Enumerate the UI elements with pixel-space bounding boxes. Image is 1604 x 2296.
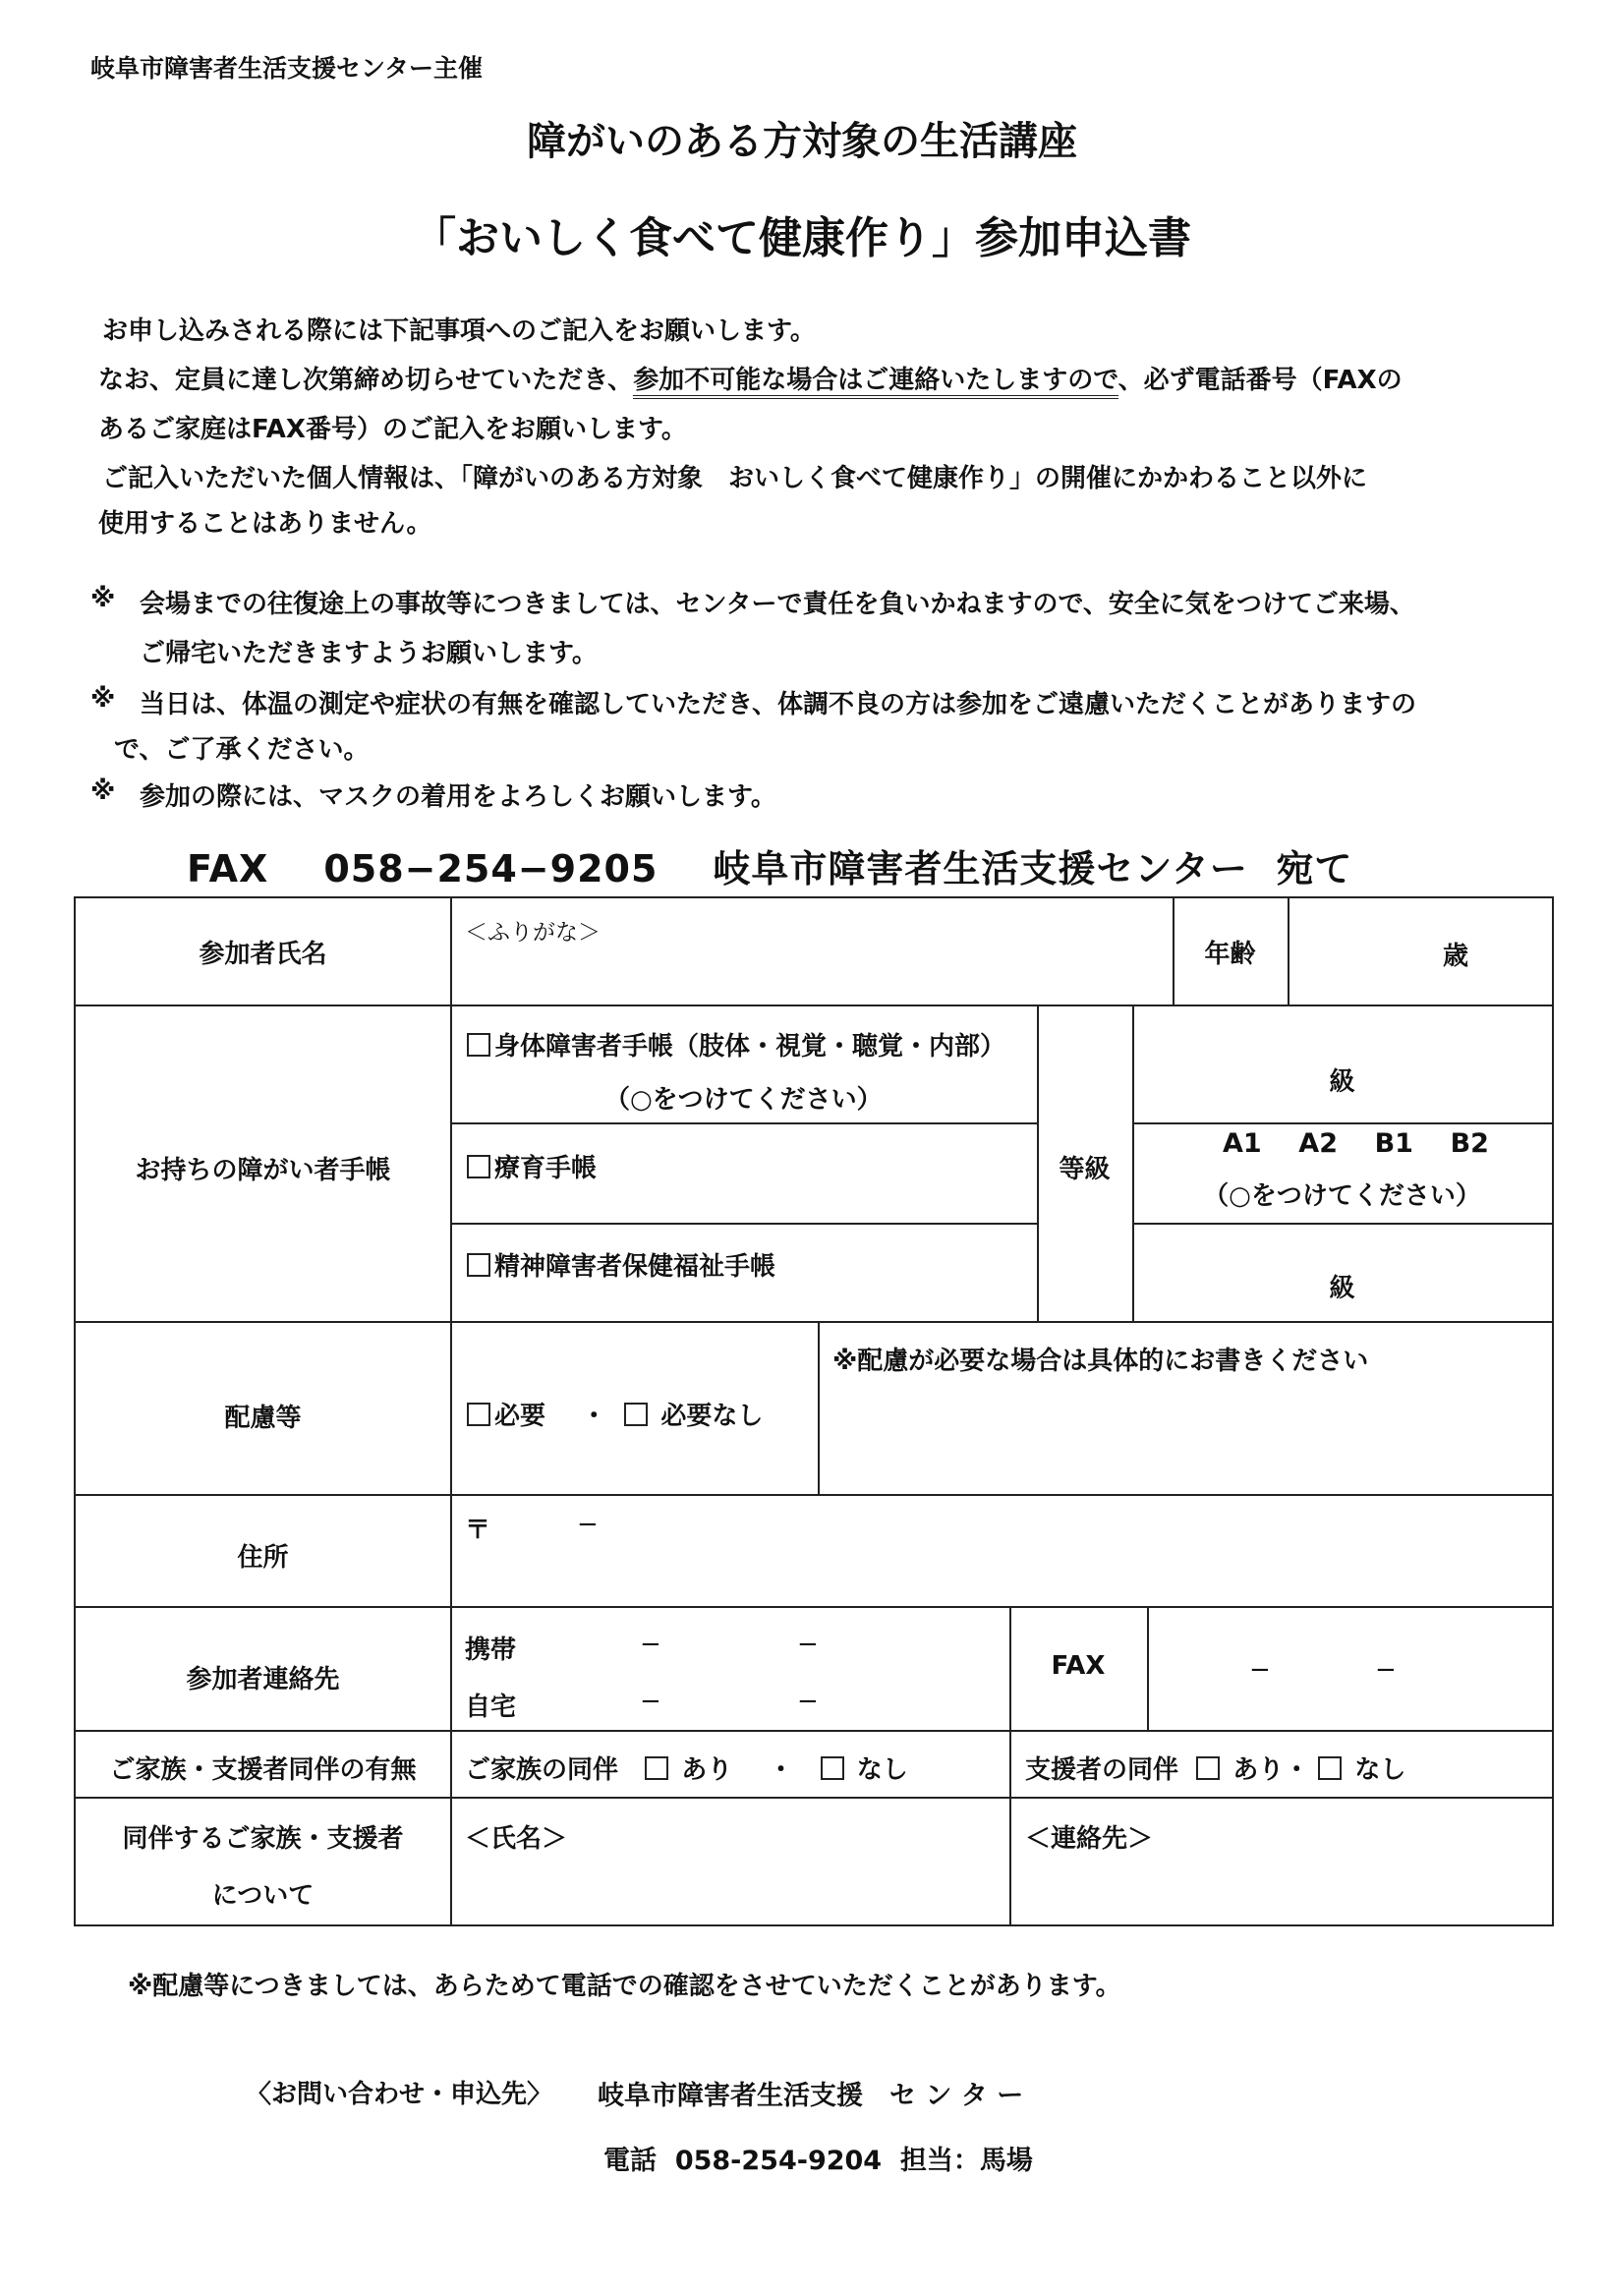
tel-label: 電話 bbox=[603, 2146, 657, 2176]
consideration-no-need-text: 必要なし bbox=[660, 1402, 764, 1431]
mental-grade-kyu: 級 bbox=[1329, 1274, 1355, 1303]
companion-info-label-1: 同伴するご家族・支援者 bbox=[122, 1824, 404, 1854]
note-1-line-1: 会場までの往復途上の事故等につきましては、センターで責任を負いかねますので、安全に気をつけてご来場、 bbox=[140, 590, 1415, 619]
supporter-no-text: なし bbox=[1354, 1755, 1406, 1785]
mobile-dash-1: − bbox=[640, 1630, 661, 1659]
contact-organization: 岐阜市障害者生活支援 セ ン タ ー bbox=[598, 2081, 1024, 2111]
physical-handbook-checkbox[interactable] bbox=[467, 1033, 490, 1057]
contact-telephone bbox=[603, 2139, 1033, 2177]
fax-dash-2: − bbox=[1375, 1655, 1397, 1685]
organizer-line: 岐阜市障害者生活支援センター主催 bbox=[90, 54, 484, 83]
age-unit: 歳 bbox=[1443, 942, 1469, 971]
family-separator: ・ bbox=[768, 1755, 794, 1785]
supporter-yes-checkbox[interactable] bbox=[1196, 1756, 1220, 1780]
ryoiku-grade-note: （○をつけてください） bbox=[1203, 1181, 1481, 1211]
mobile-field[interactable] bbox=[528, 1616, 1000, 1665]
age-label: 年齢 bbox=[1204, 940, 1256, 969]
person-in-charge: 担当：馬場 bbox=[899, 2146, 1033, 2176]
family-no-checkbox[interactable] bbox=[821, 1756, 844, 1780]
intro-paragraph-3-cont: 使用することはありません。 bbox=[98, 509, 432, 539]
family-no-text: なし bbox=[856, 1755, 908, 1785]
intro-paragraph-3: ご記入いただいた個人情報は、「障がいのある方対象 おいしく食べて健康作り」の開催にかかわること以外に bbox=[102, 464, 1368, 493]
note-2-mark: ※ bbox=[90, 684, 116, 714]
mental-handbook-text: 精神障害者保健福祉手帳 bbox=[494, 1252, 776, 1282]
grade-b2[interactable]: B2 bbox=[1450, 1128, 1489, 1159]
handbook-label: お持ちの障がい者手帳 bbox=[135, 1156, 391, 1185]
note-2-line-1: 当日は、体温の測定や症状の有無を確認していただき、体調不良の方は参加をご遠慮いただくことがありますの bbox=[140, 690, 1416, 719]
physical-handbook-text: 身体障害者手帳（肢体・視覚・聴覚・内部） bbox=[494, 1032, 1006, 1062]
physical-circle-note: （○をつけてください） bbox=[604, 1085, 883, 1115]
fax-field[interactable] bbox=[1157, 1616, 1542, 1722]
note-3-line-1: 参加の際には、マスクの着用をよろしくお願いします。 bbox=[140, 782, 776, 812]
companion-contact-field[interactable] bbox=[1025, 1858, 1540, 1917]
consideration-need-checkbox[interactable] bbox=[467, 1403, 490, 1426]
physical-grade-kyu: 級 bbox=[1329, 1067, 1355, 1097]
mobile-dash-2: − bbox=[797, 1630, 819, 1659]
note-3-mark: ※ bbox=[90, 776, 116, 806]
ryoiku-handbook-checkbox[interactable] bbox=[467, 1155, 490, 1178]
intro-paragraph-1: お申し込みされる際には下記事項へのご記入をお願いします。 bbox=[102, 316, 816, 346]
intro-p2-a: なお、定員に達し次第締め切らせていただき、 bbox=[98, 366, 634, 395]
intro-p2-b: 、必ず電話番号（FAXの bbox=[1117, 366, 1403, 395]
fax-number: 058−254−9205 bbox=[323, 847, 659, 890]
title-line-2: 「おいしく食べて健康作り」参加申込書 bbox=[413, 213, 1191, 263]
note-1-line-2: ご帰宅いただきますようお願いします。 bbox=[140, 639, 598, 668]
contact-title: 〈お問い合わせ・申込先〉 bbox=[246, 2080, 553, 2109]
mobile-label: 携帯 bbox=[465, 1636, 517, 1665]
grade-a2[interactable]: A2 bbox=[1298, 1128, 1338, 1159]
physical-handbook-option[interactable] bbox=[467, 1026, 1005, 1062]
grade-label: 等級 bbox=[1059, 1155, 1111, 1184]
application-form-table bbox=[74, 896, 1554, 1926]
fax-label: FAX bbox=[187, 847, 269, 890]
companion-name-label: ＜氏名＞ bbox=[465, 1824, 568, 1854]
family-companion-option[interactable] bbox=[465, 1750, 908, 1786]
supporter-no-checkbox[interactable] bbox=[1318, 1756, 1342, 1780]
intro-paragraph-2-cont: あるご家庭はFAX番号）のご記入をお願いします。 bbox=[98, 415, 687, 444]
companion-presence-label: ご家族・支援者同伴の有無 bbox=[109, 1755, 417, 1785]
postal-mark: 〒 bbox=[465, 1516, 491, 1545]
fax-dash-1: − bbox=[1249, 1655, 1271, 1685]
ryoiku-handbook-text: 療育手帳 bbox=[494, 1154, 598, 1183]
consideration-note: ※配慮が必要な場合は具体的にお書きください bbox=[832, 1347, 1369, 1376]
ryoiku-grade-options[interactable] bbox=[1223, 1128, 1489, 1159]
home-field[interactable] bbox=[528, 1675, 1000, 1724]
participant-name-label: 参加者氏名 bbox=[199, 940, 327, 969]
consideration-options[interactable] bbox=[467, 1396, 763, 1432]
companion-contact-label: ＜連絡先＞ bbox=[1025, 1824, 1154, 1854]
consideration-no-need-checkbox[interactable] bbox=[624, 1403, 648, 1426]
supporter-separator: ・ bbox=[1284, 1755, 1310, 1785]
mental-handbook-checkbox[interactable] bbox=[467, 1253, 490, 1277]
participant-name-field[interactable] bbox=[465, 942, 1163, 999]
home-dash-1: − bbox=[640, 1687, 661, 1716]
grade-a1[interactable]: A1 bbox=[1223, 1128, 1262, 1159]
grade-b1[interactable]: B1 bbox=[1374, 1128, 1413, 1159]
fax-field-label: FAX bbox=[1051, 1651, 1106, 1681]
companion-info-label-2: について bbox=[211, 1881, 315, 1911]
intro-p2-underlined: 参加不可能な場合はご連絡いたしますので bbox=[633, 366, 1117, 399]
title-line-1: 障がいのある方対象の生活講座 bbox=[527, 119, 1077, 164]
age-field[interactable] bbox=[1299, 904, 1545, 999]
address-field[interactable] bbox=[465, 1547, 1541, 1600]
furigana-label: ＜ふりがな＞ bbox=[465, 920, 601, 946]
mental-handbook-option[interactable] bbox=[467, 1246, 775, 1283]
address-label: 住所 bbox=[237, 1543, 289, 1573]
consideration-detail-field[interactable] bbox=[832, 1380, 1540, 1486]
consideration-need-text: 必要 bbox=[494, 1402, 546, 1431]
supporter-companion-text: 支援者の同伴 bbox=[1025, 1755, 1179, 1785]
family-companion-text: ご家族の同伴 bbox=[465, 1755, 619, 1785]
home-dash-2: − bbox=[797, 1687, 819, 1716]
footnote: ※配慮等につきましては、あらためて電話での確認をさせていただくことがあります。 bbox=[128, 1972, 1121, 2001]
companion-name-field[interactable] bbox=[465, 1858, 996, 1917]
fax-recipient: 岐阜市障害者生活支援センター bbox=[713, 847, 1248, 890]
family-yes-checkbox[interactable] bbox=[645, 1756, 668, 1780]
consideration-separator: ・ bbox=[581, 1402, 607, 1431]
fax-destination-line bbox=[187, 838, 1352, 892]
supporter-yes-text: あり bbox=[1232, 1755, 1285, 1785]
postal-dash: − bbox=[577, 1510, 599, 1539]
contact-label: 参加者連絡先 bbox=[186, 1665, 340, 1694]
home-label: 自宅 bbox=[465, 1693, 517, 1722]
supporter-companion-option[interactable] bbox=[1025, 1750, 1405, 1786]
consideration-label: 配慮等 bbox=[224, 1404, 302, 1433]
intro-paragraph-2 bbox=[98, 360, 1403, 396]
family-yes-text: あり bbox=[681, 1755, 733, 1785]
tel-number: 058-254-9204 bbox=[674, 2146, 883, 2176]
ryoiku-handbook-option[interactable] bbox=[467, 1148, 597, 1184]
note-2-line-2: で、ご了承ください。 bbox=[114, 735, 370, 765]
note-1-mark: ※ bbox=[90, 584, 116, 613]
fax-suffix: 宛て bbox=[1276, 847, 1353, 890]
